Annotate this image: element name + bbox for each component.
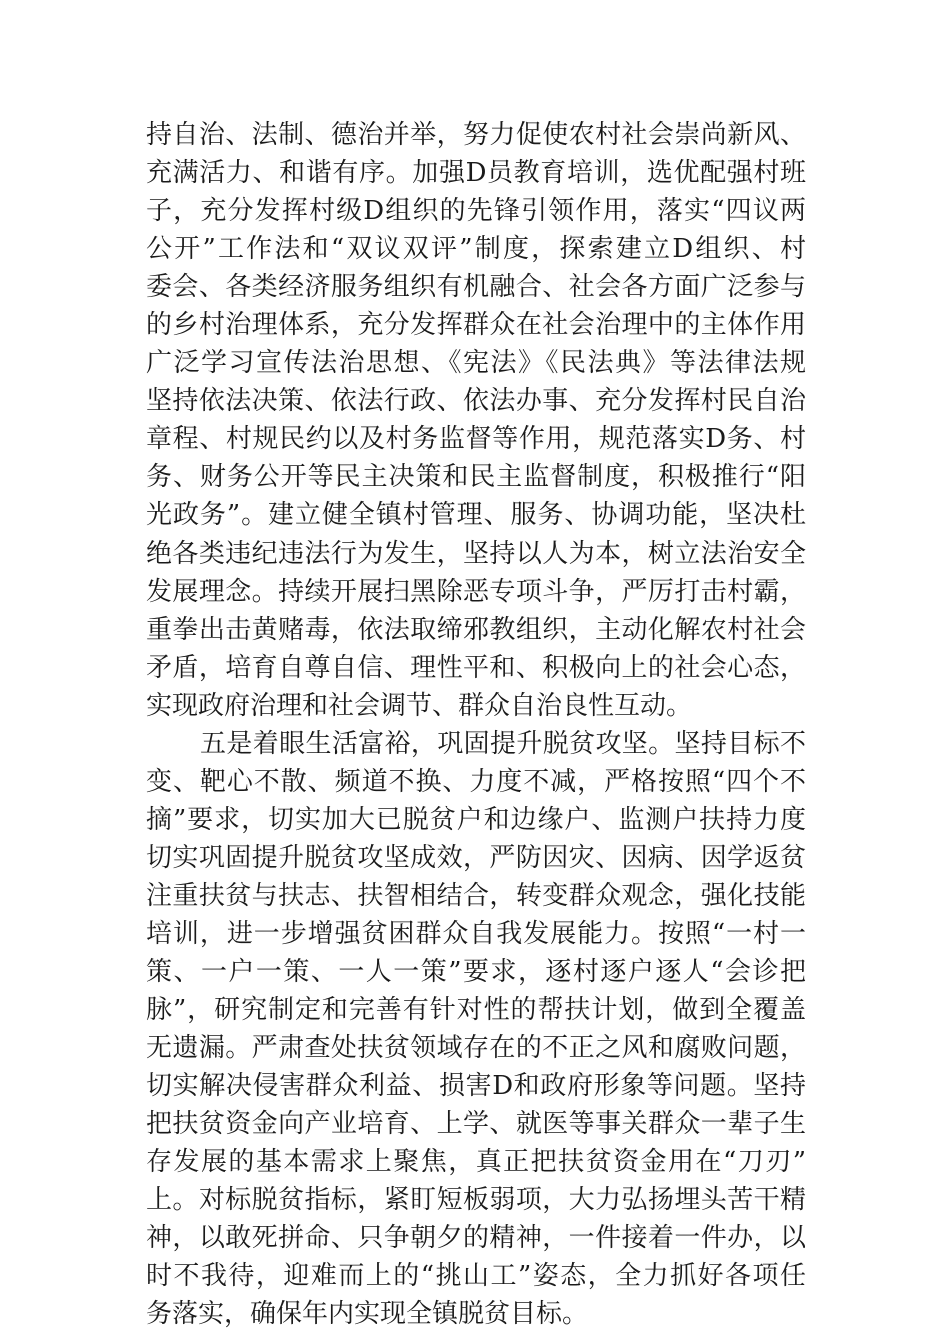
text-line: 发展理念。持续开展扫黑除恶专项斗争，严厉打击村霸， — [146, 576, 806, 607]
text-line: 光政务”。建立健全镇村管理、服务、协调功能，坚决杜 — [146, 500, 806, 531]
text-line: 把扶贫资金向产业培育、上学、就医等事关群众一辈子生 — [146, 1109, 806, 1140]
text-line: 策、一户一策、一人一策”要求，逐村逐户逐人“会诊把 — [146, 957, 806, 988]
text-line: 培训，进一步增强贫困群众自我发展能力。按照“一村一 — [146, 918, 806, 949]
text-line: 摘”要求，切实加大已脱贫户和边缘户、监测户扶持力度 — [146, 804, 806, 835]
paragraph-end-line: 务落实，确保年内实现全镇脱贫目标。 — [146, 1299, 589, 1330]
text-line: 时不我待，迎难而上的“挑山工”姿态，全力抓好各项任 — [146, 1261, 806, 1292]
text-line: 存发展的基本需求上聚焦，真正把扶贫资金用在“刀刃” — [146, 1147, 806, 1178]
text-line: 上。对标脱贫指标，紧盯短板弱项，大力弘扬埋头苦干精 — [146, 1185, 806, 1216]
text-line: 公开”工作法和“双议双评”制度，探索建立D组织、村 — [146, 234, 806, 265]
text-line: 矛盾，培育自尊自信、理性平和、积极向上的社会心态， — [146, 652, 806, 683]
text-line: 重拳出击黄赌毒，依法取缔邪教组织，主动化解农村社会 — [146, 614, 806, 645]
text-line: 坚持依法决策、依法行政、依法办事、充分发挥村民自治 — [146, 386, 806, 417]
text-line: 注重扶贫与扶志、扶智相结合，转变群众观念，强化技能 — [146, 880, 806, 911]
text-line: 切实解决侵害群众利益、损害D和政府形象等问题。坚持 — [146, 1071, 806, 1102]
text-line: 神，以敢死拼命、只争朝夕的精神，一件接着一件办，以 — [146, 1223, 806, 1254]
paragraph-start-line: 五是着眼生活富裕，巩固提升脱贫攻坚。坚持目标不 — [200, 728, 806, 759]
text-line: 务、财务公开等民主决策和民主监督制度，积极推行“阳 — [146, 462, 806, 493]
text-line: 充满活力、和谐有序。加强D员教育培训，选优配强村班 — [146, 158, 806, 189]
document-body — [146, 116, 806, 1334]
text-line: 广泛学习宣传法治思想、《宪法》《民法典》等法律法规 — [146, 348, 806, 379]
text-line: 委会、各类经济服务组织有机融合、社会各方面广泛参与 — [146, 272, 806, 303]
text-line: 持自治、法制、德治并举，努力促使农村社会崇尚新风、 — [146, 120, 806, 150]
text-line: 无遗漏。严肃查处扶贫领域存在的不正之风和腐败问题， — [146, 1033, 806, 1064]
text-line: 切实巩固提升脱贫攻坚成效，严防因灾、因病、因学返贫 — [146, 842, 806, 873]
paragraph-end-line: 实现政府治理和社会调节、群众自治良性互动。 — [146, 690, 693, 721]
text-line: 的乡村治理体系，充分发挥群众在社会治理中的主体作用 — [146, 310, 806, 341]
text-line: 绝各类违纪违法行为发生，坚持以人为本，树立法治安全 — [146, 538, 806, 569]
text-line: 章程、村规民约以及村务监督等作用，规范落实D务、村 — [146, 424, 806, 455]
text-line: 子，充分发挥村级D组织的先锋引领作用，落实“四议两 — [146, 196, 806, 227]
text-line: 脉”，研究制定和完善有针对性的帮扶计划，做到全覆盖 — [146, 995, 806, 1026]
text-line: 变、靶心不散、频道不换、力度不减，严格按照“四个不 — [146, 766, 806, 797]
